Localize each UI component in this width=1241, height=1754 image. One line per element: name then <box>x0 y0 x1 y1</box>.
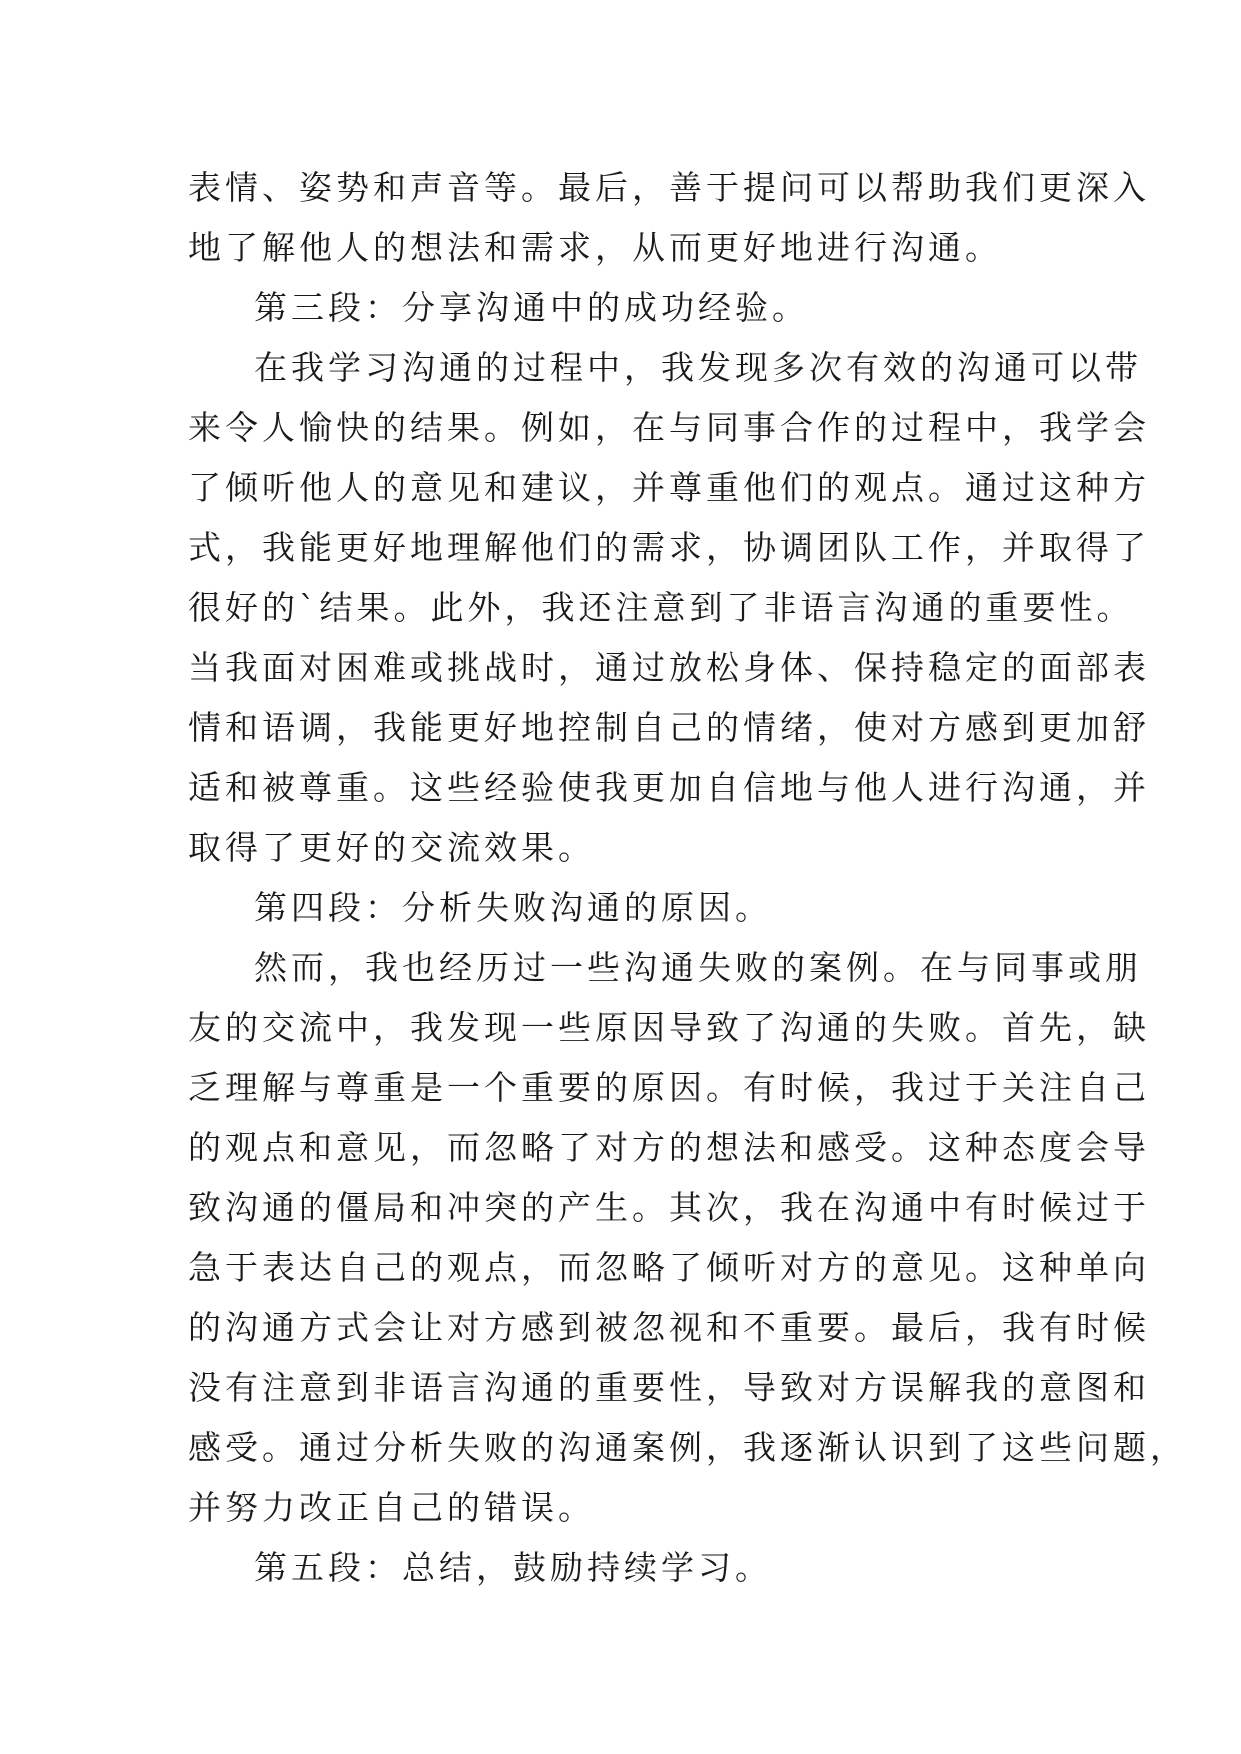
text-line: 友的交流中，我发现一些原因导致了沟通的失败。首先，缺 <box>188 1008 1150 1047</box>
text-line: 的沟通方式会让对方感到被忽视和不重要。最后，我有时候 <box>188 1308 1150 1347</box>
text-line: 很好的`结果。此外，我还注意到了非语言沟通的重要性。 <box>188 588 1134 627</box>
text-line: 致沟通的僵局和冲突的产生。其次，我在沟通中有时候过于 <box>188 1188 1150 1227</box>
text-line: 地了解他人的想法和需求，从而更好地进行沟通。 <box>188 228 1002 267</box>
paragraph-first-line: 在我学习沟通的过程中，我发现多次有效的沟通可以带 <box>254 348 1142 387</box>
text-line: 来令人愉快的结果。例如，在与同事合作的过程中，我学会 <box>188 408 1150 447</box>
text-line: 急于表达自己的观点，而忽略了倾听对方的意见。这种单向 <box>188 1248 1150 1287</box>
section-heading: 第四段：分析失败沟通的原因。 <box>254 888 772 927</box>
text-line: 表情、姿势和声音等。最后，善于提问可以帮助我们更深入 <box>188 168 1150 207</box>
text-line: 了倾听他人的意见和建议，并尊重他们的观点。通过这种方 <box>188 468 1150 507</box>
text-line: 式，我能更好地理解他们的需求，协调团队工作，并取得了 <box>188 528 1150 567</box>
document-body <box>188 158 1187 1598</box>
text-line: 情和语调，我能更好地控制自己的情绪，使对方感到更加舒 <box>188 708 1150 747</box>
paragraph-first-line: 然而，我也经历过一些沟通失败的案例。在与同事或朋 <box>254 948 1142 987</box>
section-heading: 第五段：总结，鼓励持续学习。 <box>254 1548 772 1587</box>
text-line: 适和被尊重。这些经验使我更加自信地与他人进行沟通，并 <box>188 768 1150 807</box>
text-line: 并努力改正自己的错误。 <box>188 1488 595 1527</box>
text-line: 的观点和意见，而忽略了对方的想法和感受。这种态度会导 <box>188 1128 1150 1167</box>
text-line: 没有注意到非语言沟通的重要性，导致对方误解我的意图和 <box>188 1368 1150 1407</box>
text-line: 乏理解与尊重是一个重要的原因。有时候，我过于关注自己 <box>188 1068 1150 1107</box>
text-line: 当我面对困难或挑战时，通过放松身体、保持稳定的面部表 <box>188 648 1150 687</box>
text-line: 感受。通过分析失败的沟通案例，我逐渐认识到了这些问题， <box>188 1428 1187 1467</box>
text-line: 取得了更好的交流效果。 <box>188 828 595 867</box>
section-heading: 第三段：分享沟通中的成功经验。 <box>254 288 809 327</box>
